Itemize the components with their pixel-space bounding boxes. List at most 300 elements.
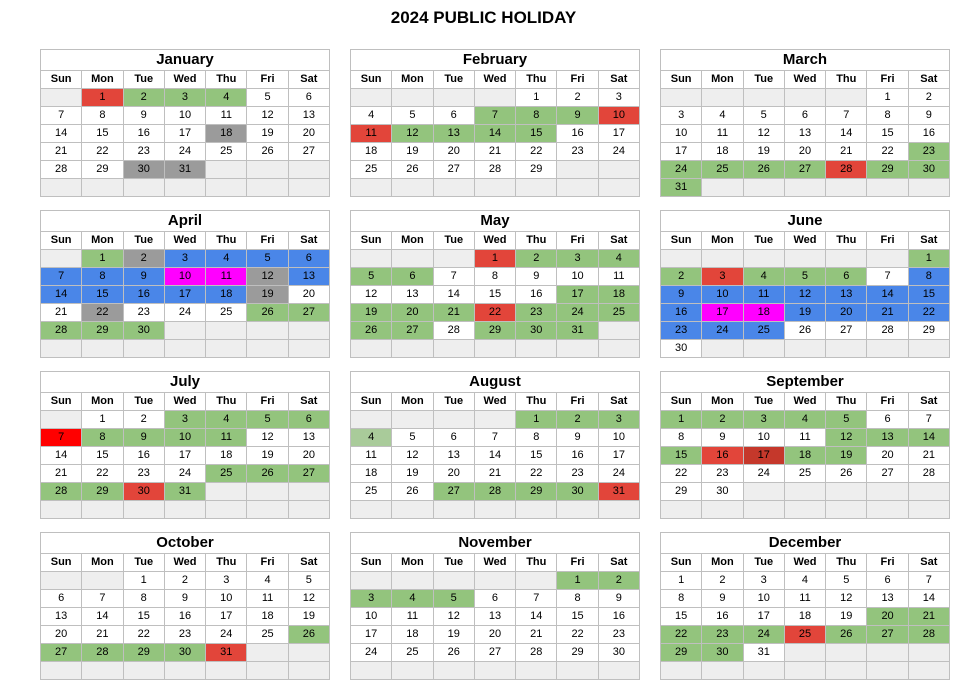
day-cell: 29 [475,322,515,339]
day-cell: 8 [82,268,122,285]
empty-cell [41,89,81,106]
day-cell: 20 [826,304,866,321]
weekday-header: Thu [206,232,246,249]
weekday-header: Wed [785,393,825,410]
day-cell: 4 [392,590,432,607]
day-cell: 24 [165,465,205,482]
day-cell: 24 [599,143,639,160]
day-cell: 27 [41,644,81,661]
empty-cell [82,662,122,679]
day-cell: 22 [909,304,949,321]
month-title: November [351,533,639,553]
day-cell: 25 [351,483,391,500]
day-cell: 8 [516,429,556,446]
day-cell: 26 [392,483,432,500]
day-cell: 21 [434,304,474,321]
day-cell: 19 [434,626,474,643]
day-cell: 12 [744,125,784,142]
weekday-header: Tue [434,393,474,410]
empty-cell [289,322,329,339]
day-cell: 24 [744,626,784,643]
weekday-header: Mon [82,71,122,88]
day-cell: 2 [702,572,742,589]
day-cell: 13 [785,125,825,142]
day-cell: 4 [702,107,742,124]
empty-cell [82,340,122,357]
day-cell: 11 [206,268,246,285]
month-title: December [661,533,949,553]
day-cell: 2 [124,411,164,428]
weekday-header: Sun [351,71,391,88]
day-cell: 16 [909,125,949,142]
day-cell: 7 [41,268,81,285]
empty-cell [392,572,432,589]
weekday-header: Sun [661,393,701,410]
empty-cell [434,411,474,428]
month-title: October [41,533,329,553]
day-cell: 21 [867,304,907,321]
day-cell: 29 [124,644,164,661]
month-september [660,371,950,519]
day-cell: 26 [247,143,287,160]
day-cell: 6 [867,411,907,428]
day-cell: 19 [785,304,825,321]
day-cell: 17 [165,125,205,142]
day-cell: 23 [909,143,949,160]
empty-cell [785,662,825,679]
empty-cell [351,340,391,357]
day-cell: 9 [124,107,164,124]
day-cell: 22 [867,143,907,160]
day-cell: 5 [392,429,432,446]
weekday-header: Wed [165,554,205,571]
day-cell: 25 [744,322,784,339]
empty-cell [247,179,287,196]
day-cell: 18 [206,286,246,303]
day-cell: 8 [661,429,701,446]
empty-cell [41,179,81,196]
weekday-header: Fri [247,71,287,88]
weekday-header: Fri [247,393,287,410]
day-cell: 8 [867,107,907,124]
day-cell: 16 [124,447,164,464]
day-cell: 11 [247,590,287,607]
day-cell: 22 [124,626,164,643]
day-cell: 28 [82,644,122,661]
day-cell: 3 [206,572,246,589]
weekday-header: Thu [206,554,246,571]
day-cell: 25 [785,626,825,643]
empty-cell [909,644,949,661]
day-cell: 24 [557,304,597,321]
month-january [40,49,330,197]
day-cell: 23 [557,465,597,482]
day-cell: 10 [744,590,784,607]
day-cell: 9 [599,590,639,607]
day-cell: 28 [41,161,81,178]
day-cell: 4 [206,89,246,106]
empty-cell [599,161,639,178]
day-cell: 11 [785,429,825,446]
day-cell: 13 [434,125,474,142]
empty-cell [867,179,907,196]
weekday-header: Wed [165,393,205,410]
empty-cell [41,250,81,267]
empty-cell [434,662,474,679]
day-cell: 17 [661,143,701,160]
month-february [350,49,640,197]
day-cell: 4 [599,250,639,267]
day-cell: 29 [661,483,701,500]
empty-cell [434,179,474,196]
day-cell: 7 [41,429,81,446]
month-title: September [661,372,949,392]
day-cell: 12 [247,107,287,124]
weekday-header: Thu [826,554,866,571]
day-cell: 28 [826,161,866,178]
day-cell: 1 [82,250,122,267]
day-cell: 20 [434,143,474,160]
day-cell: 30 [557,483,597,500]
weekday-header: Sat [289,554,329,571]
day-cell: 20 [41,626,81,643]
empty-cell [785,179,825,196]
weekday-header: Fri [557,554,597,571]
day-cell: 3 [599,89,639,106]
weekday-header: Mon [82,232,122,249]
day-cell: 20 [392,304,432,321]
day-cell: 2 [702,411,742,428]
day-cell: 27 [434,483,474,500]
weekday-header: Wed [785,554,825,571]
day-cell: 18 [744,304,784,321]
day-cell: 15 [909,286,949,303]
weekday-header: Sat [599,554,639,571]
day-cell: 1 [82,411,122,428]
month-title: February [351,50,639,70]
day-cell: 17 [557,286,597,303]
day-cell: 4 [785,411,825,428]
day-cell: 23 [124,143,164,160]
day-cell: 27 [289,304,329,321]
day-cell: 29 [82,483,122,500]
day-cell: 19 [392,465,432,482]
day-cell: 2 [557,89,597,106]
day-cell: 16 [702,608,742,625]
day-cell: 15 [82,125,122,142]
day-cell: 14 [434,286,474,303]
weekday-header: Thu [516,554,556,571]
day-cell: 9 [516,268,556,285]
day-cell: 6 [289,411,329,428]
weekday-header: Wed [165,232,205,249]
empty-cell [289,501,329,518]
day-cell: 1 [82,89,122,106]
day-cell: 28 [909,626,949,643]
day-cell: 16 [557,447,597,464]
day-cell: 11 [785,590,825,607]
day-cell: 1 [661,572,701,589]
month-title: August [351,372,639,392]
day-cell: 12 [247,429,287,446]
day-cell: 12 [351,286,391,303]
day-cell: 5 [826,572,866,589]
weekday-header: Mon [702,393,742,410]
day-cell: 15 [867,125,907,142]
weekday-header: Sun [41,554,81,571]
day-cell: 22 [661,626,701,643]
day-cell: 8 [661,590,701,607]
weekday-header: Wed [165,71,205,88]
day-cell: 15 [661,608,701,625]
empty-cell [826,250,866,267]
day-cell: 25 [206,304,246,321]
empty-cell [475,662,515,679]
day-cell: 11 [351,447,391,464]
day-cell: 7 [475,429,515,446]
empty-cell [826,89,866,106]
day-cell: 27 [434,161,474,178]
day-cell: 18 [785,447,825,464]
day-cell: 23 [702,626,742,643]
empty-cell [165,322,205,339]
empty-cell [599,501,639,518]
day-cell: 8 [82,107,122,124]
day-cell: 5 [826,411,866,428]
day-cell: 9 [702,590,742,607]
day-cell: 9 [702,429,742,446]
day-cell: 3 [557,250,597,267]
day-cell: 1 [516,89,556,106]
weekday-header: Fri [557,232,597,249]
weekday-header: Thu [516,393,556,410]
day-cell: 26 [434,644,474,661]
day-cell: 19 [247,286,287,303]
day-cell: 7 [867,268,907,285]
day-cell: 24 [165,304,205,321]
weekday-header: Thu [826,232,866,249]
day-cell: 24 [599,465,639,482]
empty-cell [289,644,329,661]
day-cell: 17 [206,608,246,625]
day-cell: 13 [867,429,907,446]
day-cell: 3 [351,590,391,607]
day-cell: 2 [516,250,556,267]
day-cell: 25 [599,304,639,321]
day-cell: 6 [41,590,81,607]
day-cell: 2 [124,250,164,267]
day-cell: 14 [909,429,949,446]
weekday-header: Sat [599,232,639,249]
day-cell: 5 [247,411,287,428]
day-cell: 21 [909,608,949,625]
day-cell: 8 [475,268,515,285]
day-cell: 8 [124,590,164,607]
day-cell: 9 [661,286,701,303]
empty-cell [702,662,742,679]
day-cell: 18 [206,447,246,464]
empty-cell [41,340,81,357]
day-cell: 22 [516,143,556,160]
day-cell: 13 [434,447,474,464]
empty-cell [661,89,701,106]
weekday-header: Thu [206,71,246,88]
day-cell: 13 [289,107,329,124]
weekday-header: Thu [516,232,556,249]
empty-cell [165,501,205,518]
empty-cell [557,662,597,679]
day-cell: 17 [165,447,205,464]
empty-cell [289,179,329,196]
day-cell: 3 [599,411,639,428]
day-cell: 12 [392,447,432,464]
empty-cell [247,340,287,357]
empty-cell [867,340,907,357]
weekday-header: Fri [867,393,907,410]
day-cell: 7 [41,107,81,124]
empty-cell [475,501,515,518]
day-cell: 5 [247,89,287,106]
day-cell: 19 [289,608,329,625]
day-cell: 24 [661,161,701,178]
day-cell: 9 [165,590,205,607]
day-cell: 19 [392,143,432,160]
empty-cell [867,644,907,661]
day-cell: 8 [516,107,556,124]
day-cell: 5 [392,107,432,124]
day-cell: 21 [475,143,515,160]
day-cell: 1 [475,250,515,267]
empty-cell [206,483,246,500]
day-cell: 14 [867,286,907,303]
day-cell: 30 [124,322,164,339]
day-cell: 4 [785,572,825,589]
day-cell: 10 [165,429,205,446]
weekday-header: Sat [599,393,639,410]
month-july [40,371,330,519]
weekday-header: Sat [599,71,639,88]
weekday-header: Tue [434,554,474,571]
empty-cell [41,572,81,589]
day-cell: 30 [165,644,205,661]
day-cell: 1 [867,89,907,106]
day-cell: 3 [165,89,205,106]
day-cell: 26 [826,626,866,643]
empty-cell [351,89,391,106]
day-cell: 21 [41,465,81,482]
day-cell: 10 [702,286,742,303]
weekday-header: Fri [867,232,907,249]
day-cell: 16 [661,304,701,321]
empty-cell [247,483,287,500]
month-november [350,532,640,680]
empty-cell [867,662,907,679]
day-cell: 29 [516,483,556,500]
empty-cell [434,89,474,106]
empty-cell [826,644,866,661]
day-cell: 13 [475,608,515,625]
day-cell: 1 [557,572,597,589]
day-cell: 26 [785,322,825,339]
day-cell: 5 [247,250,287,267]
weekday-header: Thu [826,393,866,410]
empty-cell [475,89,515,106]
day-cell: 25 [206,143,246,160]
day-cell: 31 [206,644,246,661]
day-cell: 27 [826,322,866,339]
weekday-header: Fri [867,554,907,571]
day-cell: 6 [826,268,866,285]
empty-cell [826,662,866,679]
day-cell: 8 [557,590,597,607]
empty-cell [826,501,866,518]
day-cell: 3 [744,411,784,428]
day-cell: 12 [392,125,432,142]
day-cell: 10 [557,268,597,285]
weekday-header: Sat [289,393,329,410]
day-cell: 23 [124,465,164,482]
month-march [660,49,950,197]
empty-cell [599,179,639,196]
day-cell: 30 [909,161,949,178]
empty-cell [785,340,825,357]
day-cell: 22 [557,626,597,643]
weekday-header: Wed [475,554,515,571]
day-cell: 24 [351,644,391,661]
empty-cell [82,572,122,589]
empty-cell [434,340,474,357]
empty-cell [599,662,639,679]
empty-cell [206,340,246,357]
day-cell: 31 [165,483,205,500]
empty-cell [599,340,639,357]
empty-cell [744,89,784,106]
day-cell: 22 [661,465,701,482]
weekday-header: Tue [124,232,164,249]
weekday-header: Fri [867,71,907,88]
weekday-header: Mon [702,71,742,88]
day-cell: 15 [516,447,556,464]
day-cell: 29 [516,161,556,178]
empty-cell [557,179,597,196]
empty-cell [702,89,742,106]
day-cell: 7 [516,590,556,607]
day-cell: 18 [392,626,432,643]
day-cell: 1 [661,411,701,428]
day-cell: 31 [557,322,597,339]
empty-cell [475,572,515,589]
weekday-header: Wed [475,232,515,249]
day-cell: 19 [351,304,391,321]
day-cell: 14 [826,125,866,142]
day-cell: 6 [785,107,825,124]
day-cell: 29 [82,161,122,178]
day-cell: 10 [165,107,205,124]
empty-cell [516,340,556,357]
month-title: June [661,211,949,231]
empty-cell [351,501,391,518]
day-cell: 6 [867,572,907,589]
empty-cell [392,340,432,357]
day-cell: 21 [82,626,122,643]
empty-cell [206,501,246,518]
day-cell: 16 [557,125,597,142]
day-cell: 22 [516,465,556,482]
empty-cell [247,322,287,339]
day-cell: 17 [599,447,639,464]
day-cell: 14 [475,125,515,142]
day-cell: 4 [351,107,391,124]
